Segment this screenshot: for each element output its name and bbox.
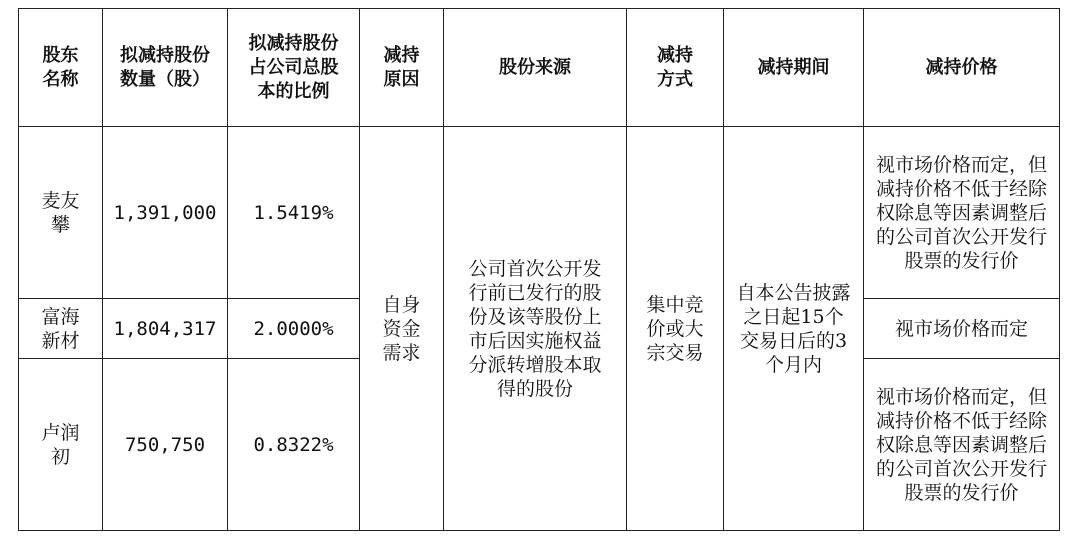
planned-shares: 1,804,317 xyxy=(103,299,228,359)
header-price: 减持价格 xyxy=(864,9,1060,127)
ratio: 1.5419% xyxy=(228,127,360,299)
header-period: 减持期间 xyxy=(724,9,864,127)
planned-shares: 1,391,000 xyxy=(103,127,228,299)
shareholder-name: 麦友攀 xyxy=(19,127,103,299)
reduction-price: 视市场价格而定 xyxy=(864,299,1060,359)
header-ratio: 拟减持股份占公司总股本的比例 xyxy=(228,9,360,127)
header-row xyxy=(19,9,1060,127)
reduction-period: 自本公告披露之日起15个交易日后的3个月内 xyxy=(724,127,864,531)
ratio: 0.8322% xyxy=(228,359,360,531)
reduction-price: 视市场价格而定，但减持价格不低于经除权除息等因素调整后的公司首次公开发行股票的发行价 xyxy=(864,127,1060,299)
shareholder-name: 卢润初 xyxy=(19,359,103,531)
header-planned-shares: 拟减持股份数量（股） xyxy=(103,9,228,127)
reduction-plan-table xyxy=(18,8,1060,531)
reduction-price: 视市场价格而定，但减持价格不低于经除权除息等因素调整后的公司首次公开发行股票的发行价 xyxy=(864,359,1060,531)
header-method: 减持方式 xyxy=(627,9,724,127)
table-row xyxy=(19,127,1060,299)
reduction-reason: 自身资金需求 xyxy=(360,127,444,531)
header-reason: 减持原因 xyxy=(360,9,444,127)
share-source: 公司首次公开发行前已发行的股份及该等股份上市后因实施权益分派转增股本取得的股份 xyxy=(444,127,627,531)
ratio: 2.0000% xyxy=(228,299,360,359)
header-shareholder: 股东名称 xyxy=(19,9,103,127)
shareholder-name: 富海新材 xyxy=(19,299,103,359)
header-source: 股份来源 xyxy=(444,9,627,127)
planned-shares: 750,750 xyxy=(103,359,228,531)
reduction-method: 集中竞价或大宗交易 xyxy=(627,127,724,531)
